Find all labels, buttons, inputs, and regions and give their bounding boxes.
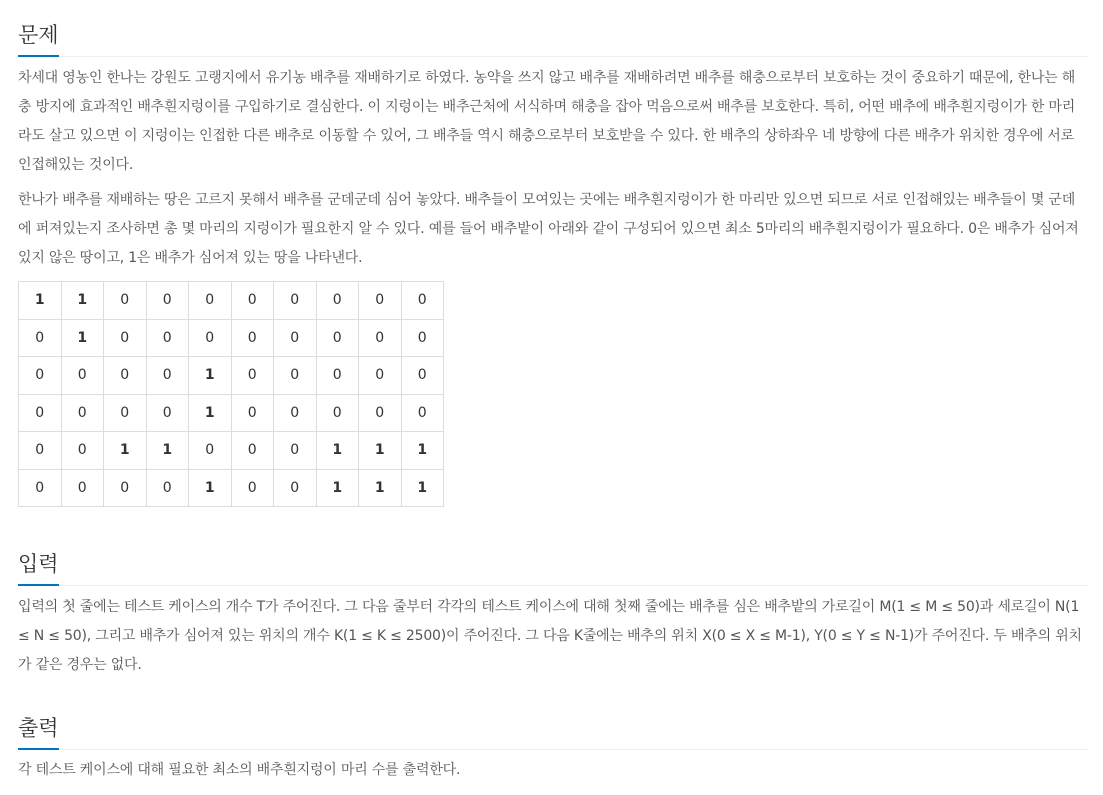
grid-cell: 0 bbox=[231, 357, 274, 395]
grid-row bbox=[19, 357, 444, 395]
grid-cell: 0 bbox=[359, 357, 402, 395]
grid-cell: 1 bbox=[189, 394, 232, 432]
output-description: 각 테스트 케이스에 대해 필요한 최소의 배추흰지렁이 마리 수를 출력한다. bbox=[18, 762, 461, 778]
input-section bbox=[18, 533, 1088, 586]
grid-cell: 1 bbox=[316, 432, 359, 470]
grid-cell: 1 bbox=[316, 469, 359, 507]
grid-cell: 0 bbox=[359, 394, 402, 432]
grid-cell: 0 bbox=[61, 357, 104, 395]
problem-description-paragraph-1: 차세대 영농인 한나는 강원도 고랭지에서 유기농 배추를 재배하기로 하였다. 농약을 쓰지 않고 배추를 재배하려면 배추를 해충으로부터 보호하는 것이 중요하기 때문에, 한나는 해충 방지에 효과적인 배추흰지렁이를 구입하기로 결심한다. 이 지렁이는 배추근처에 서식하며 해충을 잡아 먹음으로써 배추를 보호한다. 특히, 어떤 배추에 배추흰지렁이가 한 마리라도 살고 있으면 이 지렁이는 인접한 다른 배추로 이동할 수 있어, 그 배추들 역시 해충으로부터 보호받을 수 있다. 한 배추의 상하좌우 네 방향에 다른 배추가 위치한 경우에 서로 인접해있는 것이다. bbox=[18, 70, 1076, 173]
grid-cell: 0 bbox=[146, 469, 189, 507]
grid-cell: 0 bbox=[146, 319, 189, 357]
grid-cell: 0 bbox=[189, 319, 232, 357]
grid-cell: 0 bbox=[231, 469, 274, 507]
grid-cell: 1 bbox=[359, 432, 402, 470]
grid-cell: 1 bbox=[19, 282, 62, 320]
grid-cell: 0 bbox=[61, 394, 104, 432]
grid-cell: 0 bbox=[401, 357, 444, 395]
grid-cell: 0 bbox=[104, 469, 147, 507]
grid-cell: 1 bbox=[61, 319, 104, 357]
grid-cell: 0 bbox=[231, 282, 274, 320]
grid-cell: 0 bbox=[104, 319, 147, 357]
grid-cell: 0 bbox=[316, 319, 359, 357]
input-section-title: 입력 bbox=[18, 550, 59, 586]
grid-cell: 0 bbox=[104, 394, 147, 432]
input-description: 입력의 첫 줄에는 테스트 케이스의 개수 T가 주어진다. 그 다음 줄부터 각각의 테스트 케이스에 대해 첫째 줄에는 배추를 심은 배추밭의 가로길이 M(1 ≤ M ≤ 50)과 세로길이 N(1 ≤ N ≤ 50), 그리고 배추가 심어져 있는 위치의 개수 K(1 ≤ K ≤ 2500)이 주어진다. 그 다음 K줄에는 배추의 위치 X(0 ≤ X ≤ M-1), Y(0 ≤ Y ≤ N-1)가 주어진다. 두 배추의 위치가 같은 경우는 없다. bbox=[18, 599, 1082, 673]
grid-cell: 0 bbox=[316, 394, 359, 432]
grid-cell: 0 bbox=[316, 357, 359, 395]
grid-cell: 1 bbox=[359, 469, 402, 507]
grid-cell: 0 bbox=[274, 319, 317, 357]
grid-cell: 0 bbox=[359, 319, 402, 357]
grid-cell: 0 bbox=[19, 469, 62, 507]
cabbage-field-grid bbox=[18, 281, 444, 507]
output-section-title: 출력 bbox=[18, 714, 59, 750]
grid-cell: 1 bbox=[189, 357, 232, 395]
grid-cell: 0 bbox=[231, 432, 274, 470]
grid-cell: 1 bbox=[146, 432, 189, 470]
problem-section bbox=[18, 4, 1088, 57]
output-section bbox=[18, 697, 1088, 750]
grid-cell: 0 bbox=[61, 469, 104, 507]
grid-cell: 0 bbox=[19, 432, 62, 470]
grid-cell: 0 bbox=[19, 394, 62, 432]
grid-row bbox=[19, 432, 444, 470]
grid-cell: 0 bbox=[189, 432, 232, 470]
grid-cell: 0 bbox=[274, 469, 317, 507]
input-section-header bbox=[18, 533, 1088, 586]
grid-cell: 0 bbox=[274, 394, 317, 432]
problem-section-title: 문제 bbox=[18, 21, 59, 57]
grid-cell: 0 bbox=[104, 357, 147, 395]
grid-cell: 0 bbox=[231, 319, 274, 357]
grid-cell: 0 bbox=[274, 282, 317, 320]
grid-row bbox=[19, 394, 444, 432]
grid-cell: 0 bbox=[401, 282, 444, 320]
grid-cell: 1 bbox=[401, 432, 444, 470]
grid-cell: 1 bbox=[61, 282, 104, 320]
cabbage-field-grid-body bbox=[19, 282, 444, 507]
grid-cell: 0 bbox=[189, 282, 232, 320]
output-section-header bbox=[18, 697, 1088, 750]
grid-cell: 0 bbox=[274, 357, 317, 395]
grid-cell: 0 bbox=[401, 394, 444, 432]
grid-cell: 1 bbox=[189, 469, 232, 507]
grid-cell: 0 bbox=[146, 282, 189, 320]
grid-cell: 0 bbox=[146, 357, 189, 395]
grid-cell: 0 bbox=[316, 282, 359, 320]
grid-cell: 0 bbox=[19, 357, 62, 395]
grid-cell: 1 bbox=[401, 469, 444, 507]
grid-row bbox=[19, 469, 444, 507]
grid-row bbox=[19, 319, 444, 357]
grid-cell: 1 bbox=[104, 432, 147, 470]
grid-cell: 0 bbox=[104, 282, 147, 320]
grid-cell: 0 bbox=[274, 432, 317, 470]
problem-section-header bbox=[18, 4, 1088, 57]
grid-cell: 0 bbox=[61, 432, 104, 470]
grid-cell: 0 bbox=[146, 394, 189, 432]
grid-cell: 0 bbox=[19, 319, 62, 357]
grid-row bbox=[19, 282, 444, 320]
problem-description-paragraph-2: 한나가 배추를 재배하는 땅은 고르지 못해서 배추를 군데군데 심어 놓았다. 배추들이 모여있는 곳에는 배추흰지렁이가 한 마리만 있으면 되므로 서로 인접해있는 배추들이 몇 군데에 퍼져있는지 조사하면 총 몇 마리의 지렁이가 필요한지 알 수 있다. 예를 들어 배추밭이 아래와 같이 구성되어 있으면 최소 5마리의 배추흰지렁이가 필요하다. 0은 배추가 심어져 있지 않은 땅이고, 1은 배추가 심어져 있는 땅을 나타낸다. bbox=[18, 192, 1079, 266]
grid-cell: 0 bbox=[231, 394, 274, 432]
grid-cell: 0 bbox=[401, 319, 444, 357]
grid-cell: 0 bbox=[359, 282, 402, 320]
